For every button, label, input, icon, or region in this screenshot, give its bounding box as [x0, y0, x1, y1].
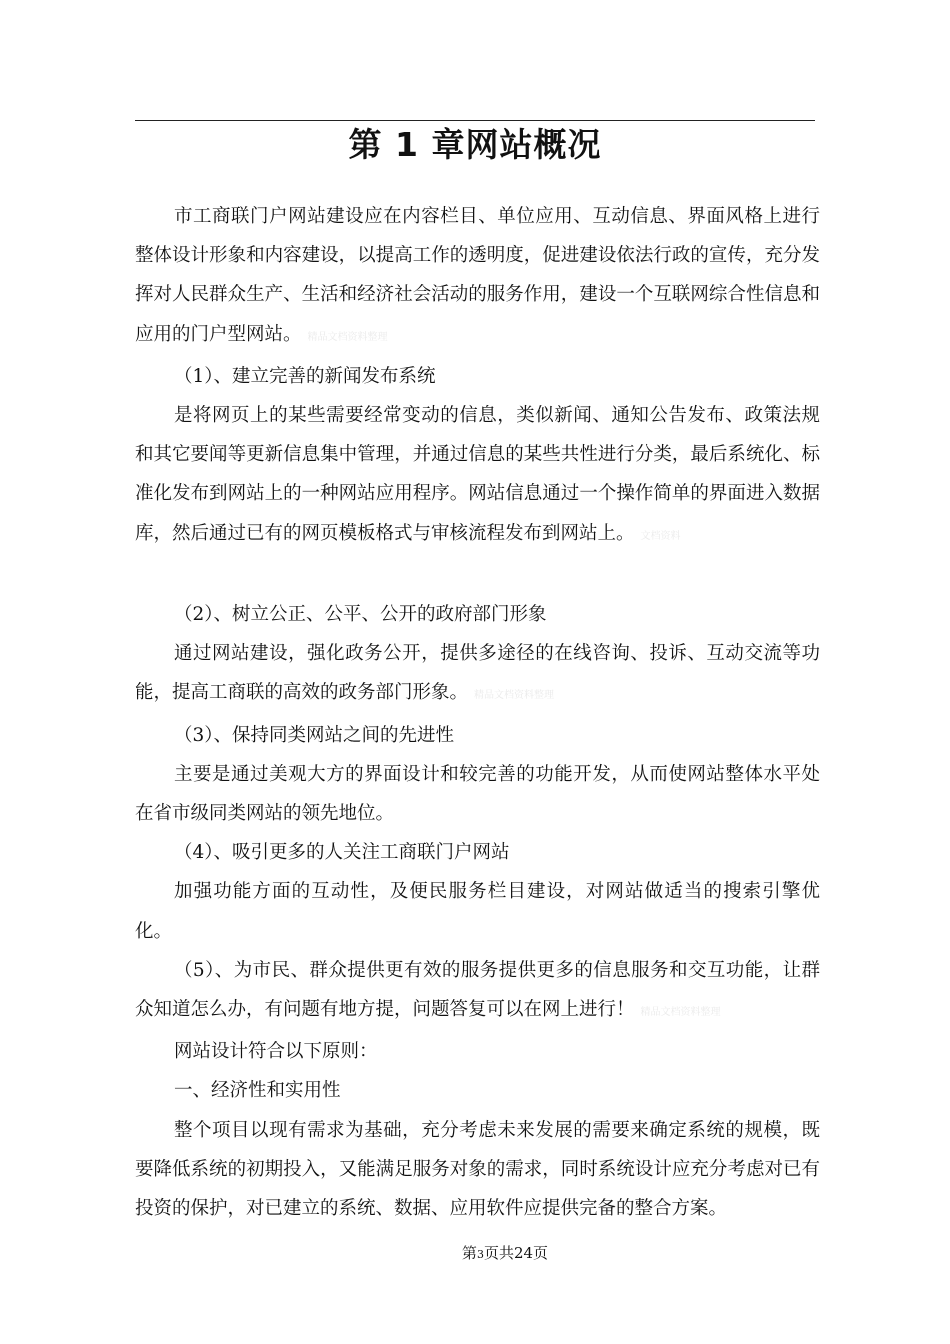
paragraph — [135, 755, 820, 833]
paragraph-text: 通过网站建设，强化政务公开，提供多途径的在线咨询、投诉、互动交流等功能，提高工商联的高效的政务部门形象。 — [135, 643, 820, 704]
faint-watermark-text: 文档资料 — [640, 530, 681, 542]
page-footer — [0, 1243, 950, 1265]
paragraph-text: 加强功能方面的互动性，及便民服务栏目建设，对网站做适当的搜索引擎优化。 — [135, 881, 820, 942]
paragraph — [135, 833, 820, 872]
paragraph-text: （3）、保持同类网站之间的先进性 — [174, 724, 455, 746]
paragraph — [135, 1032, 820, 1071]
paragraph-text: （4）、吸引更多的人关注工商联门户网站 — [174, 842, 510, 864]
paragraph — [135, 872, 820, 950]
paragraph-text: （5）、为市民、群众提供更有效的服务提供更多的信息服务和交互功能，让群众知道怎么办，有问题有地方提，问题答复可以在网上进行！ — [135, 959, 820, 1021]
paragraph-text: 是将网页上的某些需要经常变动的信息，类似新闻、通知公告发布、政策法规和其它要闻等更新信息集中管理，并通过信息的某些共性进行分类，最后系统化、标准化发布到网站上的一种网站应用程序。网站信息通过一个操作简单的界面进入数据库，然后通过已有的网页模板格式与审核流程发布到网站上。 — [135, 405, 820, 544]
paragraph — [135, 396, 820, 556]
paragraph-text: 市工商联门户网站建设应在内容栏目、单位应用、互动信息、界面风格上进行整体设计形象和内容建设，以提高工作的透明度，促进建设依法行政的宣传，充分发挥对人民群众生产、生活和经济社会活动的服务作用，建设一个互联网综合性信息和应用的门户型网站。 — [135, 206, 820, 345]
footer-total-pages: 24 — [513, 1244, 534, 1262]
paragraph — [135, 951, 820, 1032]
chapter-title: 第 1 章网站概况 — [348, 125, 602, 164]
paragraph-text: 网站设计符合以下原则： — [174, 1041, 378, 1063]
paragraph-text: 整个项目以现有需求为基础，充分考虑未来发展的需要来确定系统的规模，既要降低系统的初期投入，又能满足服务对象的需求，同时系统设计应充分考虑对已有投资的保护，对已建立的系统、数据、应用软件应提供完备的整合方案。 — [135, 1119, 820, 1220]
faint-watermark-text: 精品文档资料整理 — [307, 331, 388, 343]
blank-line — [135, 556, 820, 595]
footer-middle: 页共 — [483, 1244, 514, 1262]
document-body — [135, 197, 820, 1228]
footer-prefix: 第 — [461, 1244, 477, 1262]
paragraph-text: （2）、树立公正、公平、公开的政府部门形象 — [174, 604, 547, 626]
paragraph-text: 主要是通过美观大方的界面设计和较完善的功能开发，从而使网站整体水平处在省市级同类网站的领先地位。 — [135, 763, 820, 825]
paragraph — [135, 634, 820, 715]
paragraph — [135, 1111, 820, 1229]
faint-watermark-text: 精品文档资料整理 — [640, 1007, 721, 1019]
paragraph — [135, 197, 820, 357]
paragraph-text: 一、经济性和实用性 — [174, 1080, 341, 1102]
paragraph — [135, 716, 820, 755]
paragraph — [135, 357, 820, 396]
paragraph — [135, 595, 820, 634]
faint-watermark-text: 精品文档资料整理 — [474, 690, 555, 702]
footer-suffix: 页 — [533, 1244, 549, 1262]
paragraph-text: （1）、建立完善的新闻发布系统 — [174, 365, 436, 387]
footer-current-page: 3 — [476, 1248, 484, 1261]
paragraph — [135, 1071, 820, 1110]
